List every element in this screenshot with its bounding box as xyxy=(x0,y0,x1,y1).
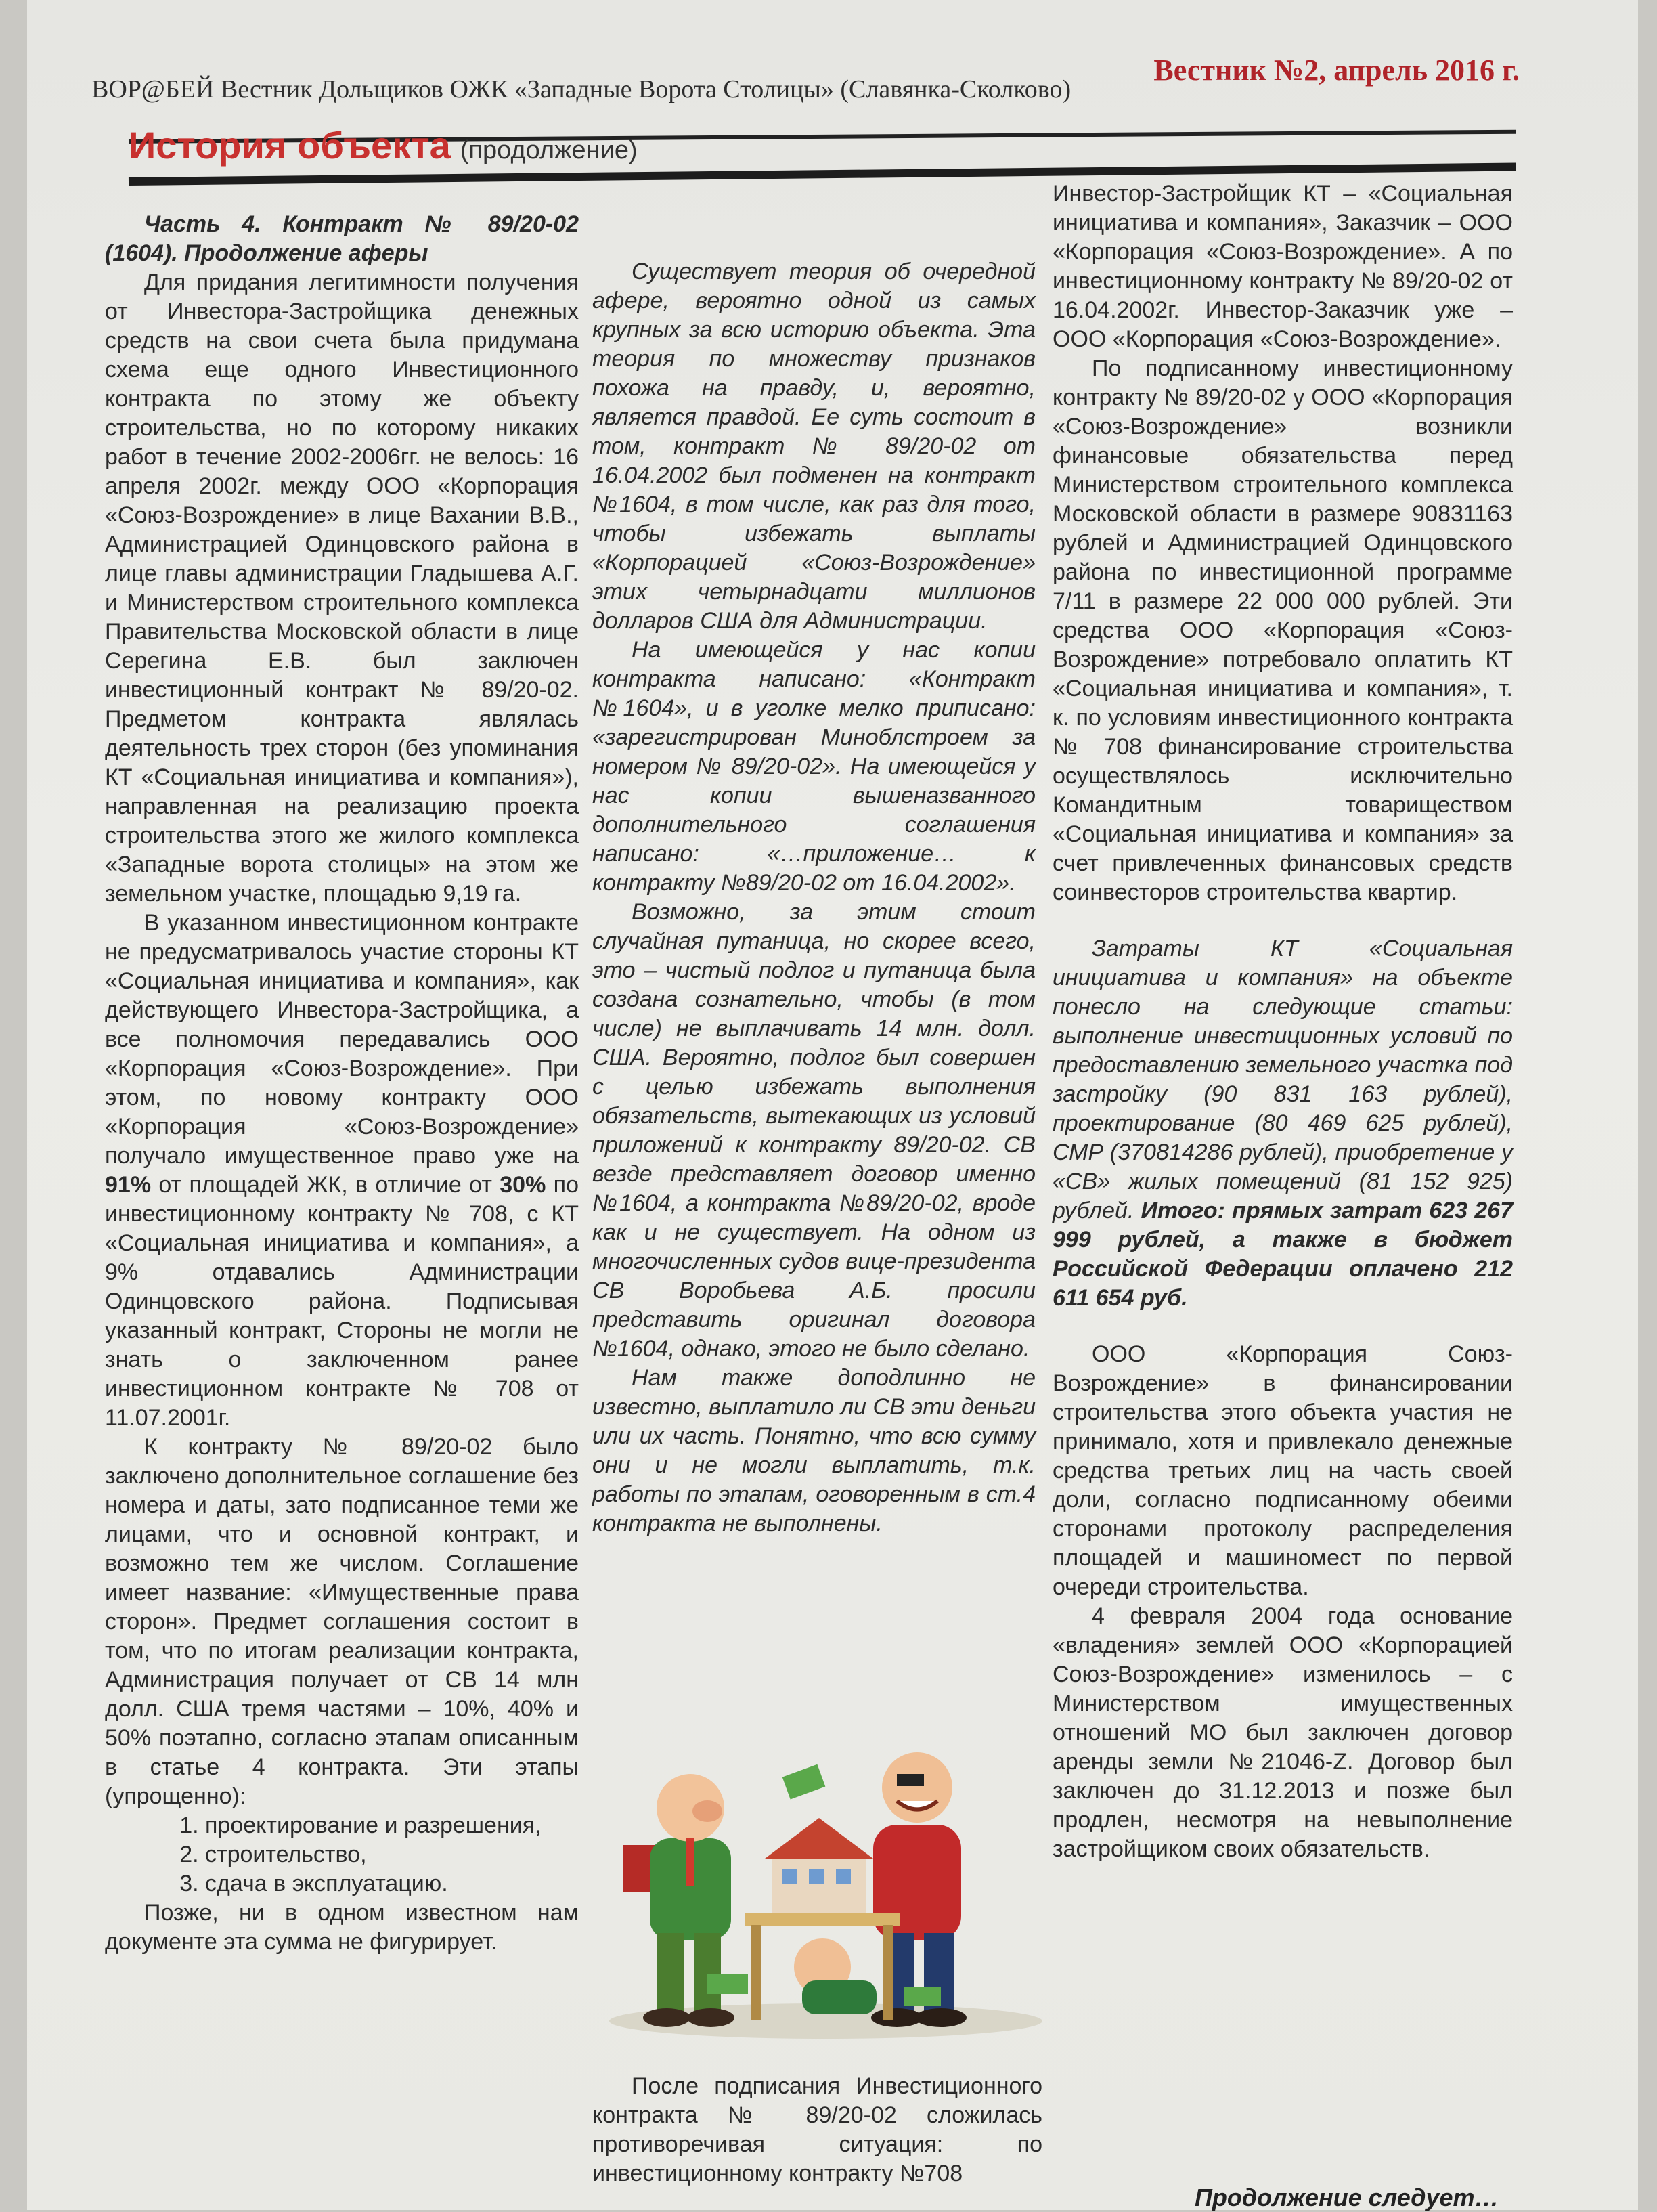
paragraph: Существует теория об очередной афере, вероятно одной из самых крупных за всю историю объекта. Эта теория по множеству признаков похожа на правду, и, вероятно, является правдой. Ее суть состоит в том, контракт № 89/20-02 от 16.04.2002 был подменен на контракт №1604, в том числе, как раз для того, чтобы избежать выплаты «Корпорацией «Союз-Возрождение» этих четырнадцати миллионов долларов США для Администрации. xyxy=(592,259,1036,634)
paragraph: 4 февраля 2004 года основание «владения» землей ООО «Корпорацией Союз-Возрождение» изменилось – с Министерством имущественных отношений МО был заключен договор аренды земли №21046-Z. Договор был заключен до 31.12.2013 и позже был продлен, несмотря на невыполнение застройщиком своих обязательств. xyxy=(1053,1603,1513,1862)
percent-91: 91% xyxy=(105,1172,152,1198)
cartoon-illustration xyxy=(599,1743,1053,2041)
column-3 xyxy=(1053,179,1513,1864)
paragraph: Нам также доподлинно не известно, выплатило ли СВ эти деньги или их часть. Понятно, что всю сумму они и не могли выплатить, т.к. работы по этапам, оговоренным в ст.4 контракта не выполнены. xyxy=(592,1365,1036,1536)
paragraph: Возможно, за этим стоит случайная путаница, но скорее всего, это – чистый подлог и путаница была создана сознательно, чтобы (в том числе) не выплачивать 14 млн. долл. США. Вероятно, подлог был совершен с целью избежать выполнения обязательств, вытекающих из условий приложений к контракту 89/20-02. СВ везде представляет договор именно №1604, а контракта №89/20-02, вроде как и не существует. На одном из многочисленных судов вице-президента СВ Воробьева А.Б. просили представить оригинал договора №1604, однако, этого не было сделано. xyxy=(592,899,1036,1362)
masthead xyxy=(91,27,1520,102)
stage-item: 3. сдача в эксплуатацию. xyxy=(205,1869,579,1899)
section-title: История объекта xyxy=(129,124,451,167)
stage-item: 2. строительство, xyxy=(205,1840,579,1869)
paragraph: К контракту № 89/20-02 было заключено дополнительное соглашение без номера и даты, зато подписанное теми же лицами, что и основной контракт, и возможно тем же числом. Соглашение имеет название: «Имущественные права сторон». Предмет соглашения состоит в том, что по итогам реализации контракта, Администрация получает от СВ 14 млн долл. США тремя частями – 10%, 40% и 50% поэтапно, согласно этапам описанным в статье 4 контракта. Эти этапы (упрощенно): xyxy=(105,1434,579,1809)
section-header xyxy=(129,123,638,167)
paragraph: По подписанному инвестиционному контракту № 89/20-02 у ООО «Корпорация «Союз-Возрождение» возникли финансовые обязательства перед Министерством строительного комплекса Московской области в размере 90831163 рублей и Администрацией Одинцовского района по инвестиционной программе 7/11 в размере 22 000 000 рублей. Эти средства ООО «Корпорация «Союз-Возрождение» потребовало оплатить КТ «Социальная инициатива и компания», т. к. по условиям инвестиционного контракта № 708 финансирование строительства осуществлялось исключительно Командитным товариществом «Социальная инициатива и компания» за счет привлеченных финансовых средств соинвесторов строительства квартир. xyxy=(1053,355,1513,905)
continued-note: Продолжение следует… xyxy=(1195,2184,1499,2211)
paragraph-text: от площадей ЖК, в отличие от xyxy=(158,1172,492,1198)
issue-label: Вестник №2, апрель 2016 г. xyxy=(1153,53,1520,87)
part-title: Часть 4. Контракт № 89/20-02 (1604). Продолжение аферы xyxy=(105,211,579,266)
paragraph: Инвестор-Застройщик КТ – «Социальная инициатива и компания», Заказчик – ООО «Корпорация «Союз-Возрождение». А по инвестиционному контракту № 89/20-02 от 16.04.2002г. Инвестор-Заказчик уже – ООО «Корпорация «Союз-Возрождение». xyxy=(1053,181,1513,352)
column-2-continuation xyxy=(592,2072,1042,2188)
expenses-text: Затраты КТ «Социальная инициатива и компания» на объекте понесло на следующие статьи: выполнение инвестиционных условий по предоставлению земельного участка под застройку (90 831 163 рублей), проектирование (80 469 625 рублей), СМР (370814286 рублей), приобретение у «СВ» жилых помещений (81 152 925) рублей. xyxy=(1053,936,1513,1223)
newspaper-page xyxy=(27,0,1638,2210)
percent-30: 30% xyxy=(500,1172,546,1198)
stage-item: 1. проектирование и разрешения, xyxy=(205,1811,579,1840)
paragraph-text: В указанном инвестиционном контракте не предусматривалось участие стороны КТ «Социальная инициатива и компания», как действующего Инвестора-Застройщика, а все полномочия передавались ООО «Корпорация «Союз-Возрождение». При этом, по новому контракту ООО «Корпорация «Союз-Возрождение» получало имущественное право уже на xyxy=(105,910,579,1169)
paragraph: На имеющейся у нас копии контракта написано: «Контракт №1604», и в уголке мелко приписано: «зарегистрирован Миноблстроем за номером № 89/20-02». На имеющейся у нас копии вышеназванного дополнительного соглашения написано: «…приложение… к контракту №89/20-02 от 16.04.2002». xyxy=(592,637,1036,896)
paragraph: Позже, ни в одном известном нам документе эта сумма не фигурирует. xyxy=(105,1900,579,1955)
paragraph: Для придания легитимности получения от Инвестора-Застройщика денежных средств на свои счета была придумана схема еще одного Инвестиционного контракта по этому же объекту строительства, но по которому никаких работ в течение 2002-2006гг. не велось: 16 апреля 2002г. между ООО «Корпорация «Союз-Возрождение» в лице Вахании В.В., Администрацией Одинцовского района в лице главы администрации Гладышева А.Г. и Министерством строительного комплекса Правительства Московской области в лице Серегина Е.В. был заключен инвестиционный контракт № 89/20-02. Предметом контракта являлась деятельность трех сторон (без упоминания КТ «Социальная инициатива и компания»), направленная на реализацию проекта строительства этого же жилого комплекса «Западные ворота столицы» на этом же земельном участке, площадью 9,19 га. xyxy=(105,269,579,907)
paragraph xyxy=(105,909,579,1433)
paragraph-expenses xyxy=(1053,934,1513,1313)
masthead-title: ВОР@БЕЙ Вестник Дольщиков ОЖК «Западные Ворота Столицы» (Славянка-Сколково) xyxy=(91,75,1071,104)
paragraph: После подписания Инвестиционного контракта № 89/20-02 сложилась противоречивая ситуация: по инвестиционному контракту №708 xyxy=(592,2073,1042,2186)
expenses-total: Итого: прямых затрат 623 267 999 рублей, а также в бюджет Российской Федерации оплачено 212 611 654 руб. xyxy=(1053,1198,1513,1311)
column-2 xyxy=(592,257,1036,1538)
column-1 xyxy=(105,210,579,1957)
stages-list xyxy=(105,1811,579,1899)
paragraph-text: по инвестиционному контракту № 708, с КТ «Социальная инициатива и компания», а 9% отдавались Администрации Одинцовского района. Подписывая указанный контракт, Стороны не могли не знать о заключенном ранее инвестиционном контракте № 708 от 11.07.2001г. xyxy=(105,1172,579,1431)
paragraph: ООО «Корпорация Союз-Возрождение» в финансировании строительства этого объекта участия не принимало, хотя и привлекало денежные средства третьих лиц на часть своей доли, согласно подписанному обеими сторонами протоколу распределения площадей и машиномест по первой очереди строительства. xyxy=(1053,1341,1513,1600)
section-subtitle: (продолжение) xyxy=(460,136,638,165)
